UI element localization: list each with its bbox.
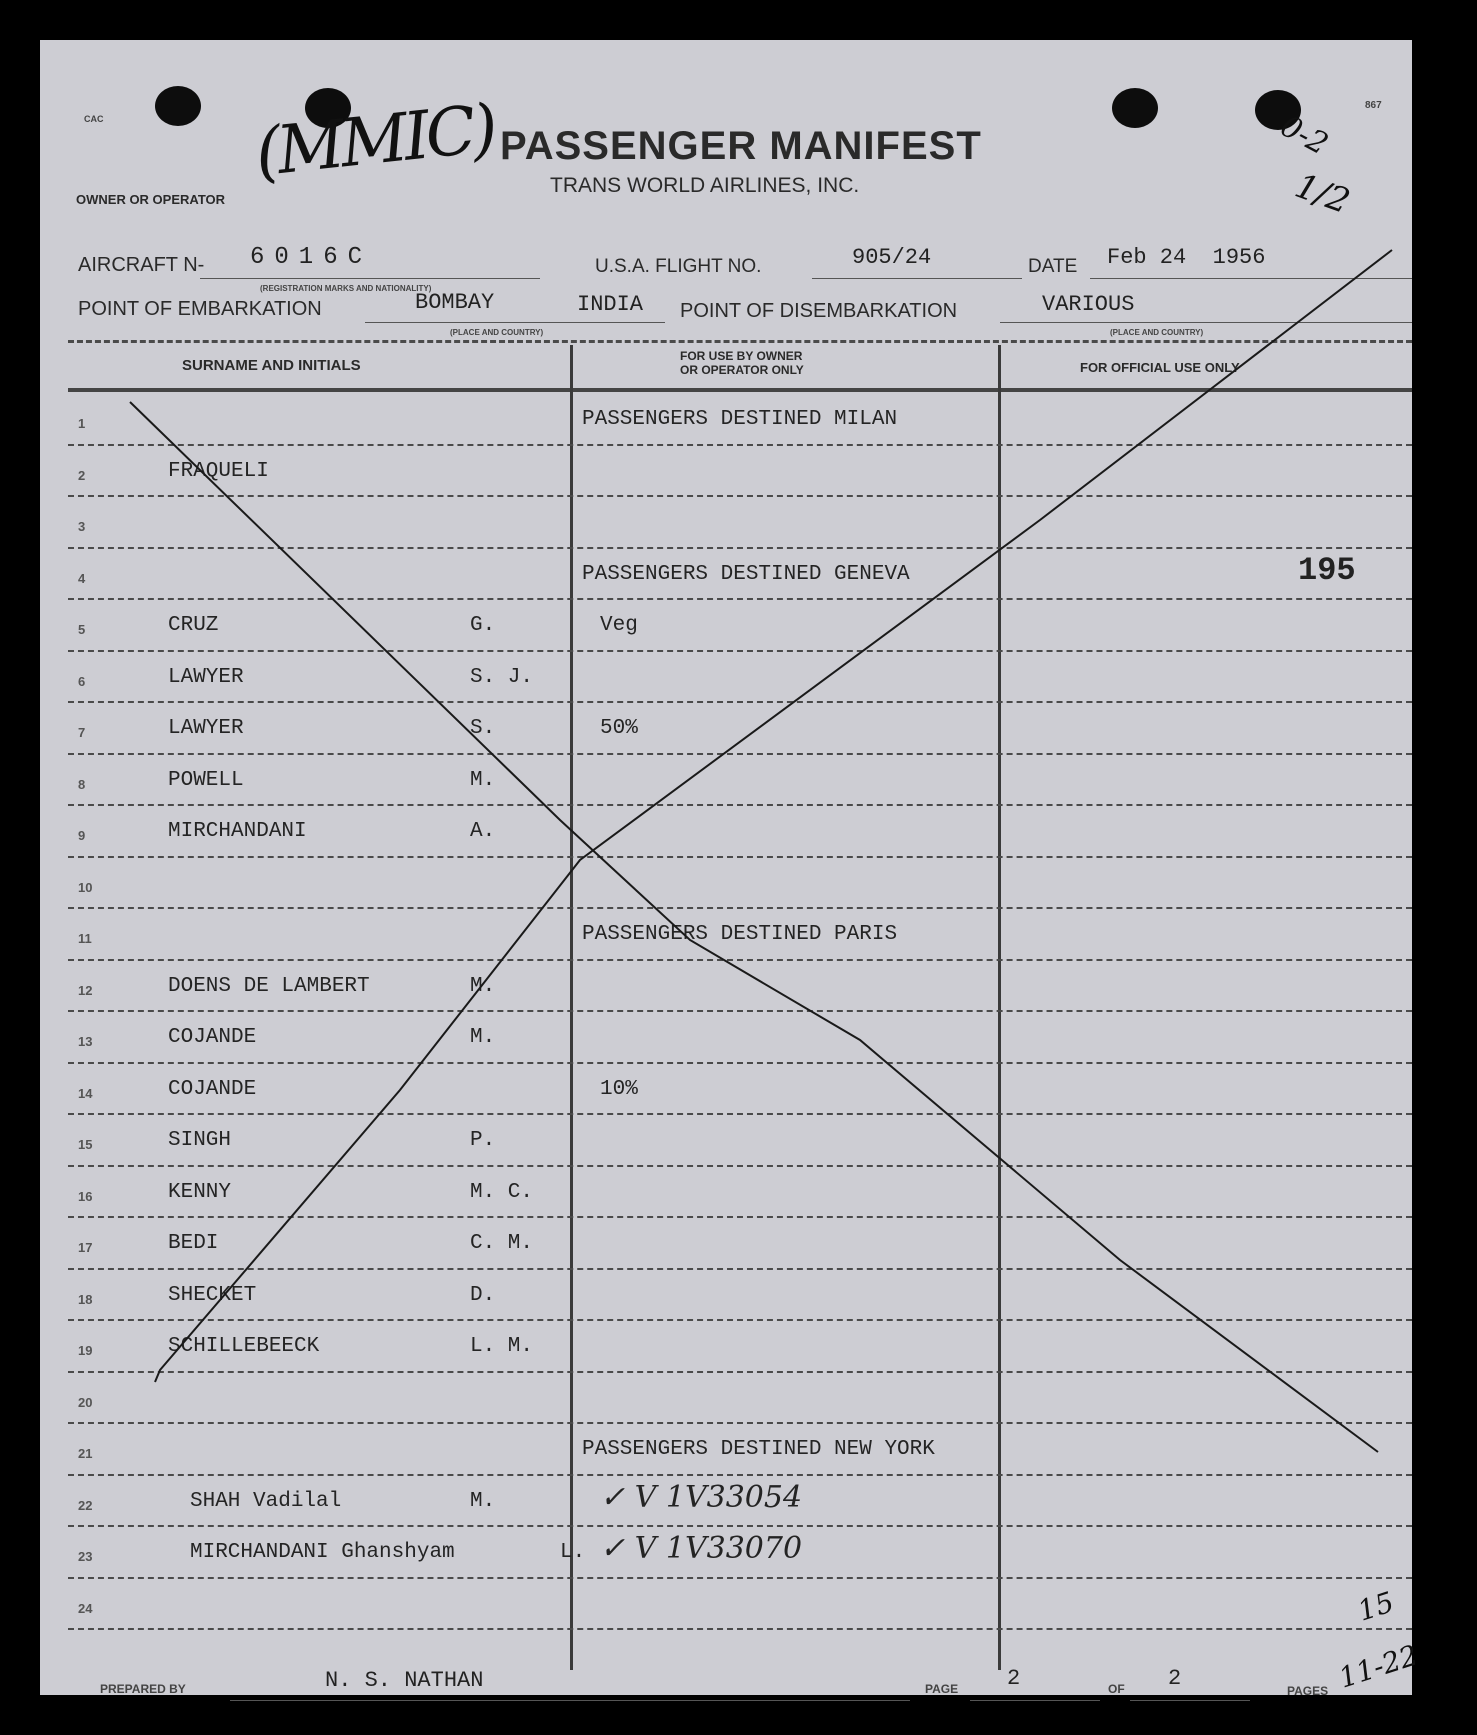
row-number: 23: [78, 1549, 93, 1564]
date-value: Feb 24 1956: [1107, 245, 1266, 270]
page-value: 2: [1007, 1666, 1021, 1691]
column-official: FOR OFFICIAL USE ONLY: [1080, 360, 1240, 375]
disembark-label: POINT OF DISEMBARKATION: [680, 300, 958, 322]
surname-cell: FRAQUELI: [168, 459, 269, 483]
surname-cell: SHAH Vadilal: [190, 1489, 342, 1513]
pages-label: PAGES: [1287, 1684, 1329, 1698]
embark-label: POINT OF EMBARKATION: [78, 298, 322, 320]
disembark-value: VARIOUS: [1042, 292, 1135, 317]
row-number: 24: [78, 1600, 93, 1616]
registration-note: (REGISTRATION MARKS AND NATIONALITY): [260, 284, 432, 293]
row-number: 19: [78, 1343, 93, 1358]
row-number: 12: [78, 982, 93, 998]
surname-cell: KENNY: [168, 1180, 232, 1204]
surname-cell: DOENS DE LAMBERT: [168, 974, 370, 998]
cancel-x-marks: [40, 40, 1412, 1695]
surname-cell: SCHILLEBEECK: [168, 1335, 320, 1358]
surname-cell: CRUZ: [168, 614, 219, 637]
row-number: 7: [78, 725, 86, 740]
surname-cell: MIRCHANDANI Ghanshyam: [190, 1541, 455, 1564]
handwritten-bottom-1: 15: [1353, 1585, 1398, 1628]
owner-note-cell: ✓ V 1V33054: [600, 1479, 803, 1515]
row-number: 8: [78, 776, 86, 792]
prepared-value: N. S. NATHAN: [325, 1668, 484, 1693]
initials-cell: C. M.: [470, 1232, 534, 1255]
initials-cell: D.: [470, 1283, 496, 1307]
destination-group-label: PASSENGERS DESTINED NEW YORK: [582, 1438, 935, 1461]
column-owner-line1: FOR USE BY OWNER: [680, 349, 803, 363]
row-number: 11: [78, 931, 92, 946]
handwritten-bottom-2: 11-22: [1334, 1638, 1422, 1695]
initials-cell: L. M.: [470, 1335, 534, 1358]
surname-cell: COJANDE: [168, 1077, 257, 1101]
surname-cell: MIRCHANDANI: [168, 820, 307, 843]
owner-note-cell: 50%: [600, 717, 638, 740]
embark-city: BOMBAY: [415, 290, 495, 315]
surname-cell: LAWYER: [168, 665, 244, 689]
row-number: 9: [78, 828, 86, 843]
column-surname: SURNAME AND INITIALS: [182, 357, 361, 374]
initials-cell: M.: [470, 1026, 496, 1049]
flight-value: 905/24: [852, 245, 932, 270]
surname-cell: LAWYER: [168, 717, 244, 740]
initials-cell: L.: [560, 1541, 586, 1564]
destination-group-label: PASSENGERS DESTINED MILAN: [582, 408, 898, 431]
initials-cell: P.: [470, 1129, 496, 1152]
initials-cell: M. C.: [470, 1180, 534, 1204]
cancel-stroke: [130, 402, 1378, 1452]
owner-label: OWNER OR OPERATOR: [76, 192, 226, 207]
row-number: 2: [78, 467, 86, 483]
official-number: 195: [1298, 552, 1356, 589]
row-number: 6: [78, 673, 86, 689]
cancel-stroke: [155, 250, 1392, 1382]
initials-cell: S.: [470, 717, 496, 740]
manifest-sheet: [40, 40, 1422, 1698]
row-number: 14: [78, 1085, 93, 1101]
owner-note-cell: Veg: [600, 614, 638, 637]
initials-cell: G.: [470, 614, 496, 637]
surname-cell: POWELL: [168, 768, 244, 792]
prepared-label: PREPARED BY: [100, 1682, 186, 1696]
column-owner-line2: OR OPERATOR ONLY: [680, 363, 804, 377]
row-number: 20: [78, 1394, 93, 1410]
flight-label: U.S.A. FLIGHT NO.: [595, 256, 762, 277]
initials-cell: M.: [470, 1489, 496, 1513]
row-number: 21: [78, 1446, 93, 1461]
handwritten-code: (MMIC): [251, 89, 498, 192]
destination-group-label: PASSENGERS DESTINED GENEVA: [582, 562, 910, 586]
row-number: 1: [78, 416, 86, 431]
page-title: PASSENGER MANIFEST: [500, 124, 982, 168]
initials-cell: M.: [470, 768, 496, 792]
owner-note-cell: ✓ V 1V33070: [600, 1531, 803, 1566]
initials-cell: S. J.: [470, 665, 534, 689]
row-number: 15: [78, 1137, 93, 1152]
owner-note-cell: 10%: [600, 1077, 638, 1101]
row-number: 17: [78, 1240, 93, 1255]
of-label: OF: [1108, 1682, 1125, 1696]
row-number: 22: [78, 1497, 93, 1513]
row-number: 5: [78, 622, 86, 637]
date-label: DATE: [1028, 256, 1078, 277]
aircraft-value: 6016C: [250, 244, 373, 271]
row-number: 13: [78, 1034, 93, 1049]
row-number: 10: [78, 879, 93, 895]
row-number: 18: [78, 1291, 93, 1307]
surname-cell: SHECKET: [168, 1283, 257, 1307]
page-corner-number: 867: [1365, 100, 1382, 111]
row-number: 4: [78, 570, 86, 586]
place-note: (PLACE AND COUNTRY): [450, 328, 544, 337]
surname-cell: SINGH: [168, 1129, 232, 1152]
page-label: PAGE: [925, 1682, 959, 1696]
place-note-2: (PLACE AND COUNTRY): [1110, 328, 1204, 337]
surname-cell: BEDI: [168, 1232, 219, 1255]
form-code: CAC: [84, 114, 104, 124]
handwritten-corner-1: 0-2: [1274, 108, 1334, 163]
row-number: 3: [78, 519, 86, 534]
initials-cell: A.: [470, 820, 496, 843]
surname-cell: COJANDE: [168, 1026, 257, 1049]
of-value: 2: [1168, 1666, 1182, 1691]
initials-cell: M.: [470, 974, 496, 998]
row-number: 16: [78, 1188, 93, 1204]
embark-country: INDIA: [577, 292, 644, 317]
handwritten-corner-2: 1/2: [1289, 165, 1355, 223]
destination-group-label: PASSENGERS DESTINED PARIS: [582, 923, 898, 946]
airline-name: TRANS WORLD AIRLINES, INC.: [550, 174, 860, 197]
aircraft-label: AIRCRAFT N-: [78, 254, 205, 276]
